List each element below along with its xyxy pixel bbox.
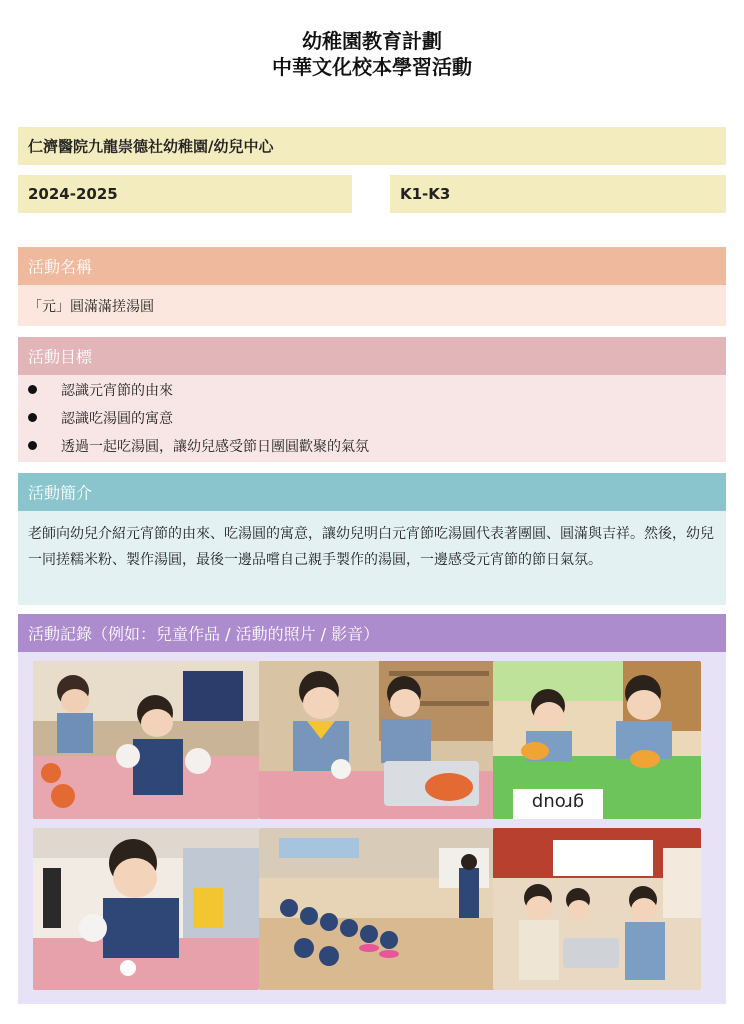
activity-record-heading-text: 活動記錄（例如：兒童作品 / 活動的照片 / 影音） (28, 624, 380, 644)
goal-text: 認識吃湯圓的寓意 (61, 411, 173, 427)
school-name-bar (18, 127, 726, 165)
goal-item (28, 405, 173, 434)
goal-item (28, 433, 369, 462)
class-level: K1-K3 (400, 185, 451, 203)
bullet-icon (28, 413, 37, 422)
photo-smiling-boy (33, 828, 259, 990)
photo-children-with-tray (493, 828, 701, 990)
activity-record-heading (18, 614, 726, 652)
activity-name-heading-text: 活動名稱 (28, 257, 93, 277)
activity-name-body (18, 285, 726, 326)
photo-sign-text: group (531, 792, 585, 813)
photo-class-seated (259, 828, 500, 990)
activity-goals-heading (18, 337, 726, 375)
activity-goals-list (18, 375, 726, 462)
activity-intro-heading-text: 活動簡介 (28, 483, 93, 503)
activity-record-photos (18, 652, 726, 1004)
school-year: 2024-2025 (28, 185, 118, 203)
activity-intro-text: 老師向幼兒介紹元宵節的由來、吃湯圓的寓意，讓幼兒明白元宵節吃湯圓代表著團圓、圓滿與吉祥。然後，幼兒一同搓糯米粉、製作湯圓，最後一邊品嚐自己親手製作的湯圓，一邊感受元宵節的節日氣氛。 (18, 511, 726, 605)
goal-text: 透過一起吃湯圓，讓幼兒感受節日團圓歡聚的氣氛 (61, 439, 369, 455)
photo-girls-making-tangyuan (259, 661, 500, 819)
bullet-icon (28, 441, 37, 450)
title-line-1: 幼稚園教育計劃 (302, 29, 442, 53)
goal-item (28, 377, 173, 406)
title-line-2: 中華文化校本學習活動 (272, 55, 472, 79)
class-level-bar (390, 175, 726, 213)
activity-goals-heading-text: 活動目標 (28, 347, 93, 367)
activity-intro-heading (18, 473, 726, 511)
school-year-bar (18, 175, 352, 213)
activity-name-value: 「元」圓滿滿搓湯圓 (28, 298, 154, 315)
activity-name-heading (18, 247, 726, 285)
goal-text: 認識元宵節的由來 (61, 383, 173, 399)
school-name: 仁濟醫院九龍崇德社幼稚園/幼兒中心 (28, 137, 274, 156)
bullet-icon (28, 385, 37, 394)
photo-boys-rolling-dough (33, 661, 259, 819)
page-title (0, 28, 744, 80)
photo-eating-tangyuan (493, 661, 701, 819)
